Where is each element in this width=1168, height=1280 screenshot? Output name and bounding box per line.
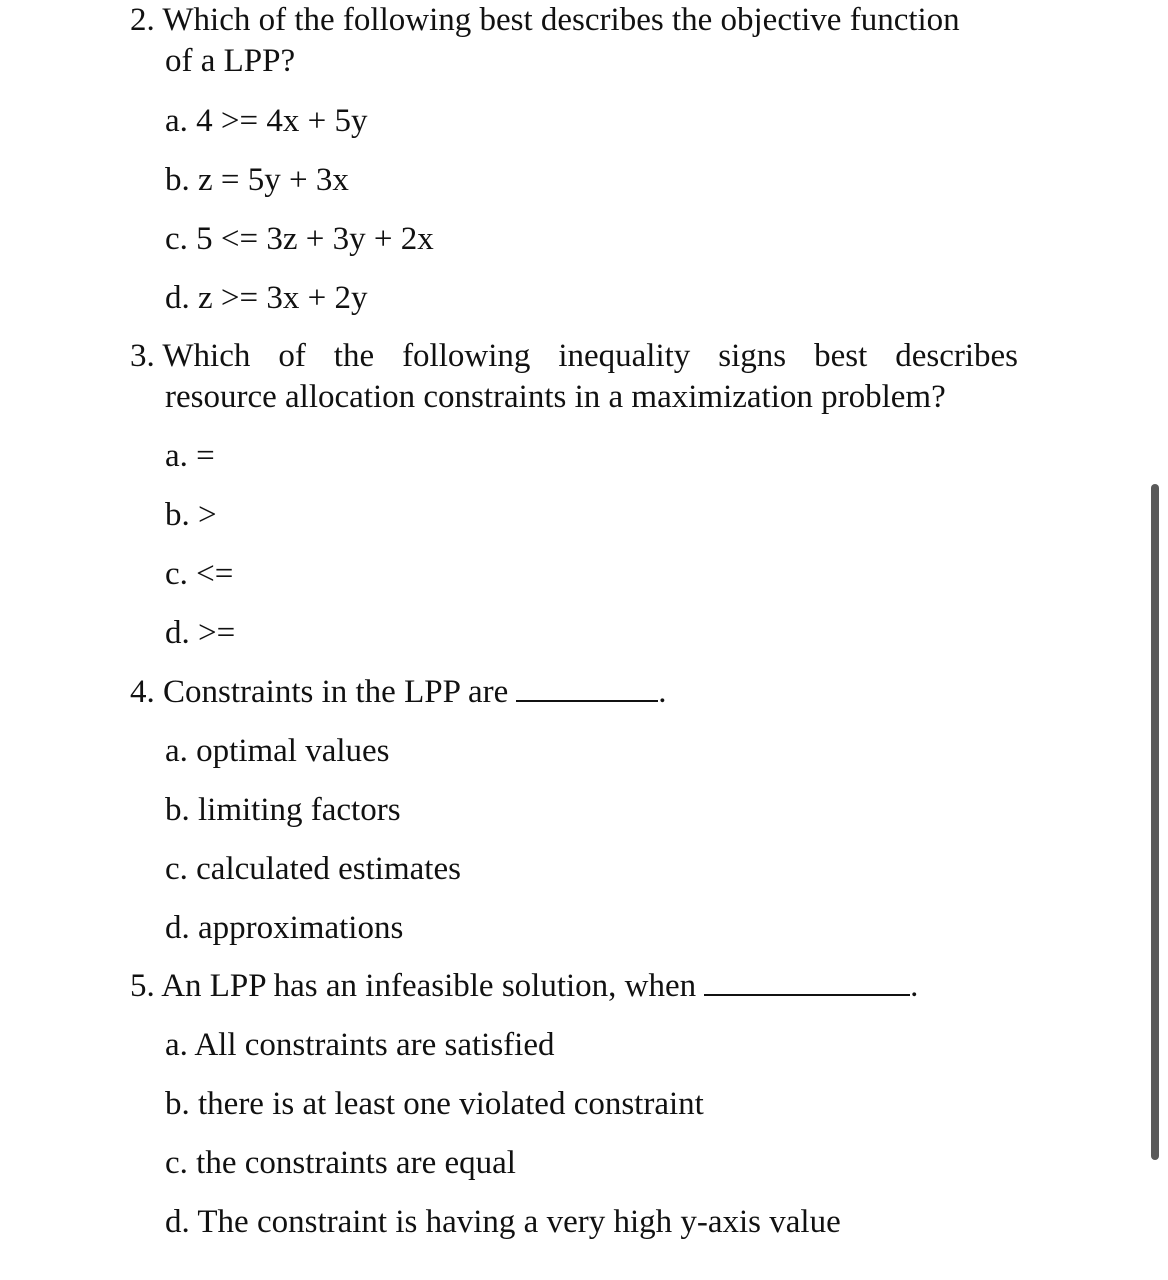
question-3-word: best: [814, 338, 868, 374]
question-3-word: of: [278, 338, 306, 374]
question-2-option-a: a. 4 >= 4x + 5y: [165, 103, 368, 139]
question-3-option-c: c. <=: [165, 556, 234, 592]
question-3-number-and-word: [130, 336, 250, 376]
question-4-line: [130, 672, 667, 712]
question-3-word: the: [333, 338, 375, 374]
question-5-option-b: b. there is at least one violated constraint: [165, 1086, 704, 1122]
question-4-option-a: a. optimal values: [165, 733, 390, 769]
question-2-option-d: d. z >= 3x + 2y: [165, 280, 368, 316]
question-3-word: Which: [162, 338, 251, 374]
question-3-number: 3.: [130, 338, 155, 374]
question-5-number: 5.: [130, 968, 155, 1004]
question-3-option-d: d. >=: [165, 615, 236, 651]
question-4-period: .: [658, 674, 667, 710]
question-5-option-a: a. All constraints are satisfied: [165, 1027, 555, 1063]
question-3-word: inequality: [558, 338, 691, 374]
question-3-option-a: a. =: [165, 438, 215, 474]
question-5-option-c: c. the constraints are equal: [165, 1145, 516, 1181]
question-5-line: [130, 966, 918, 1006]
answer-blank: [516, 674, 658, 702]
question-4-number: 4.: [130, 674, 155, 710]
question-3-word: describes: [895, 338, 1018, 374]
question-2-option-b: b. z = 5y + 3x: [165, 162, 349, 198]
question-3-option-b: b. >: [165, 497, 217, 533]
question-2-text-line-2: of a LPP?: [165, 43, 296, 79]
question-2-number: 2.: [130, 2, 155, 38]
question-4-text: Constraints in the LPP are: [163, 674, 509, 710]
question-3-word: following: [402, 338, 531, 374]
question-3-word: signs: [718, 338, 787, 374]
answer-blank: [704, 968, 910, 996]
question-4-option-d: d. approximations: [165, 910, 404, 946]
question-3-text-line-2: resource allocation constraints in a maximization problem?: [165, 379, 946, 415]
question-2-option-c: c. 5 <= 3z + 3y + 2x: [165, 221, 434, 257]
question-5-text: An LPP has an infeasible solution, when: [161, 968, 697, 1004]
vertical-scrollbar[interactable]: [1151, 484, 1159, 1160]
question-2-text-line-1: Which of the following best describes the objective function: [162, 2, 960, 38]
question-5-option-d: d. The constraint is having a very high y-axis value: [165, 1204, 841, 1240]
question-2-line-1: [130, 0, 960, 40]
question-5-period: .: [910, 968, 919, 1004]
question-4-option-b: b. limiting factors: [165, 792, 401, 828]
question-3-line-1: [130, 336, 1018, 376]
question-4-option-c: c. calculated estimates: [165, 851, 461, 887]
